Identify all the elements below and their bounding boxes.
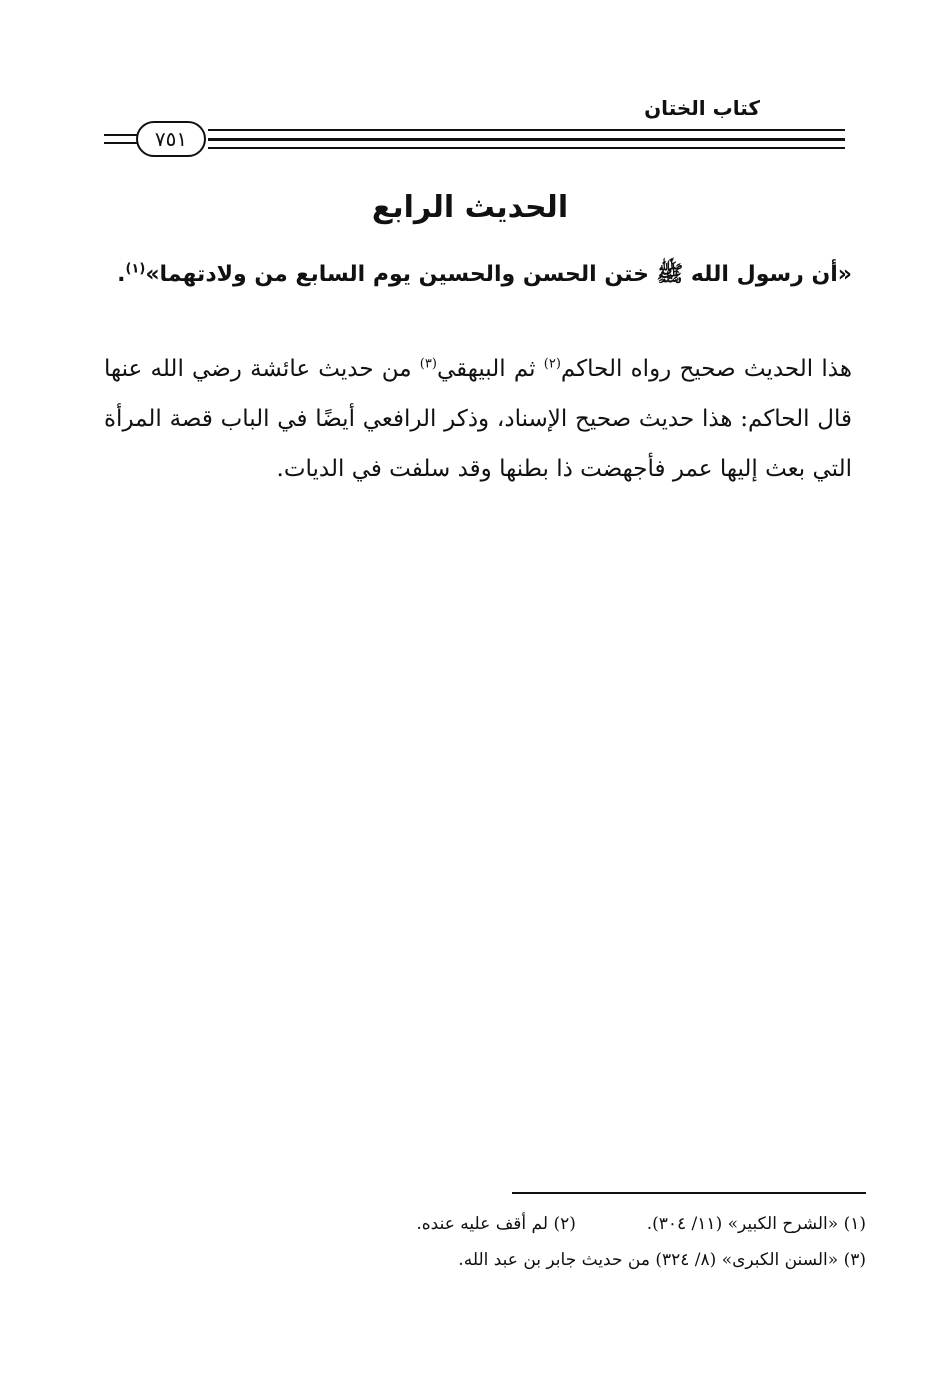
footnote-ref-1[interactable]: (١) (125, 261, 146, 277)
footnote-text: لم أقف عليه عنده. (416, 1214, 549, 1234)
hadith-line-2: ولادتهما» (145, 262, 247, 287)
footnote-number: (١) (843, 1214, 866, 1234)
footnote-separator (512, 1192, 866, 1194)
footnote-ref-2[interactable]: (٢) (543, 356, 561, 372)
header-rule (104, 134, 138, 136)
section-title: الحديث الرابع (371, 190, 569, 225)
header-rule (208, 138, 845, 141)
footnote-row (120, 1206, 866, 1242)
header-rule (208, 147, 845, 149)
footnote-text: «الشرح الكبير» (١١/ ٣٠٤). (646, 1214, 839, 1234)
footnote-number: (٢) (553, 1214, 576, 1234)
commentary-text-3: من حديث عائشة رضي الله عنها قال الحاكم: هذا حديث صحيح الإسناد، وذكر الرافعي أيضًا في الباب قصة المرأة التي بعث إليها عمر فأجهضت ذا بطنها وقد سلفت في الديات. (104, 356, 852, 482)
hadith-line-1: «أن رسول الله ﷺ ختن الحسن والحسين يوم السابع من (254, 262, 852, 287)
commentary-text-2: ثم البيهقي (436, 356, 544, 382)
commentary-paragraph (104, 344, 852, 494)
footnote-ref-3[interactable]: (٣) (419, 356, 437, 372)
footnote-text: «السنن الكبرى» (٨/ ٣٢٤) من حديث جابر بن عبد الله. (458, 1250, 839, 1270)
hadith-end: . (117, 262, 126, 287)
commentary-text-1: هذا الحديث صحيح رواه الحاكم (560, 356, 852, 382)
footnote-row (120, 1242, 866, 1278)
header-rule (208, 129, 845, 131)
footnotes (120, 1206, 866, 1278)
page-number: ٧٥١ (136, 121, 206, 157)
header-rule (104, 142, 138, 144)
running-header-title: كتاب الختان (644, 96, 760, 120)
hadith-text (104, 250, 852, 300)
footnote-number: (٣) (843, 1250, 866, 1270)
